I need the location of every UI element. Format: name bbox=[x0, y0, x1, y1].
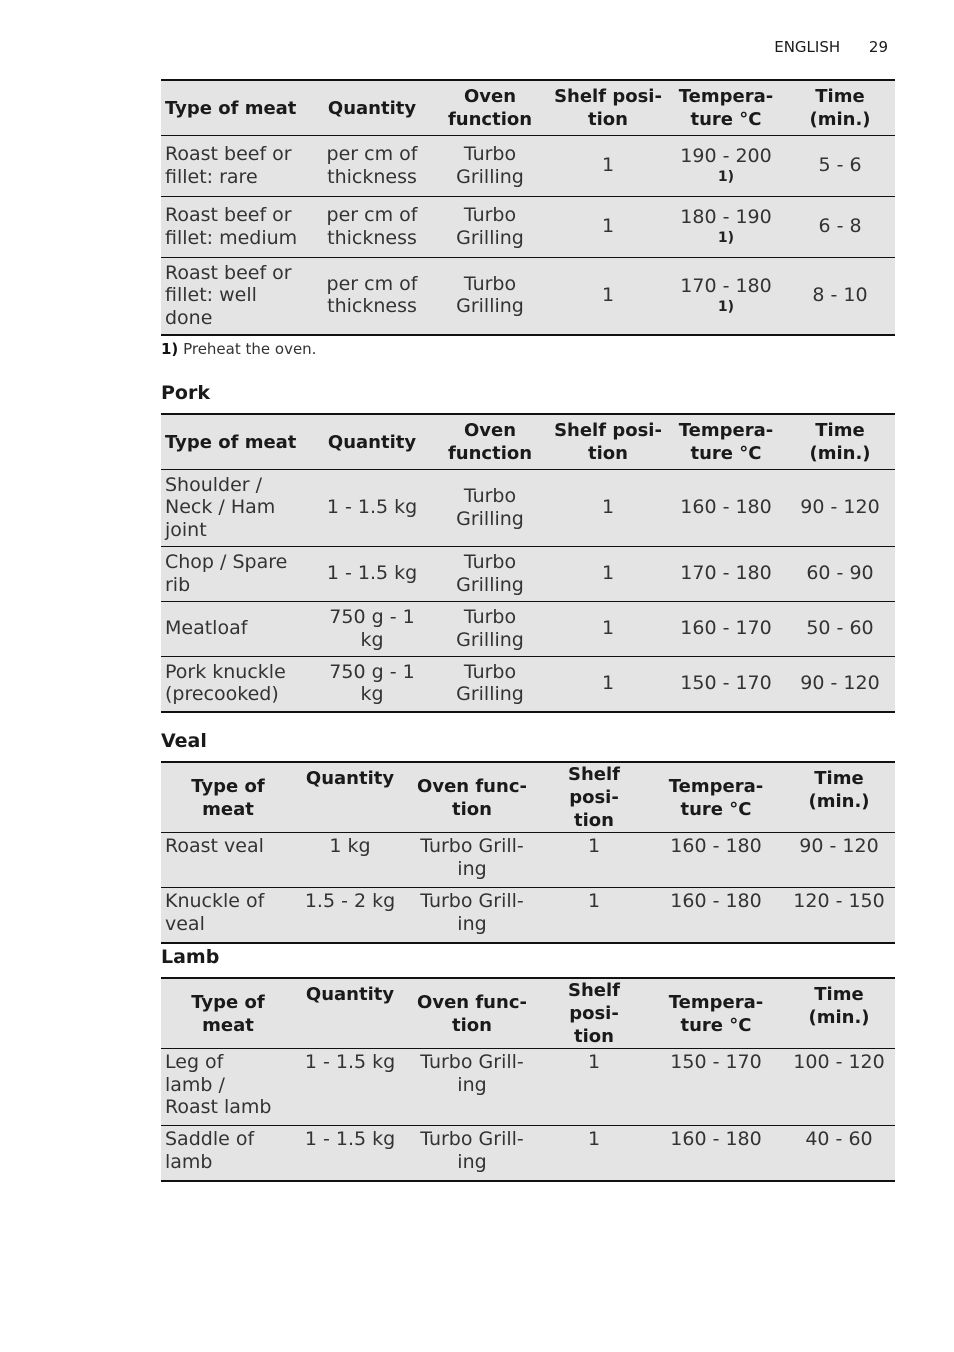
footnote-ref: 1) bbox=[717, 229, 735, 246]
cell-function: Turbo Grilling bbox=[456, 660, 524, 706]
column-header: Type of meat bbox=[191, 775, 265, 820]
column-header: Type of meat bbox=[191, 991, 265, 1036]
cell-function: Turbo Grill- ing bbox=[420, 1051, 524, 1096]
cell-quantity: 1 - 1.5 kg bbox=[326, 562, 418, 585]
table-row bbox=[161, 657, 895, 712]
temperature-value: 180 - 190 bbox=[680, 206, 772, 229]
lamb-table-block bbox=[161, 977, 895, 1182]
column-header: Shelf posi- tion bbox=[568, 764, 620, 831]
cell-function: Turbo Grill- ing bbox=[420, 1128, 524, 1173]
table-row bbox=[161, 136, 895, 197]
column-header: Shelf posi- tion bbox=[554, 86, 662, 130]
table-row bbox=[161, 1126, 895, 1181]
veal-table-block bbox=[161, 761, 895, 944]
veal-table bbox=[161, 761, 895, 944]
cell-type: Pork knuckle (precooked) bbox=[165, 660, 286, 706]
cell-function: Turbo Grill- ing bbox=[420, 835, 524, 880]
page-number: 29 bbox=[868, 38, 888, 56]
cell-quantity: 1 - 1.5 kg bbox=[304, 1051, 396, 1073]
cell-type: Saddle of lamb bbox=[165, 1128, 255, 1173]
column-header: Oven func- tion bbox=[417, 775, 527, 820]
cell-time: 90 - 120 bbox=[800, 496, 880, 519]
column-header: Time (min.) bbox=[809, 86, 871, 130]
cell-shelf: 1 bbox=[601, 215, 615, 238]
cell-temperature bbox=[667, 258, 785, 335]
column-header: Tempera- ture °C bbox=[678, 86, 774, 130]
cell-time: 90 - 120 bbox=[800, 672, 880, 694]
pork-table-block bbox=[161, 413, 895, 713]
cell-type: Chop / Spare rib bbox=[165, 551, 288, 596]
cell-function: Turbo Grilling bbox=[456, 143, 524, 188]
cell-shelf: 1 bbox=[601, 672, 615, 694]
cell-quantity: 750 g - 1 kg bbox=[329, 606, 415, 651]
cell-function: Turbo Grilling bbox=[456, 204, 524, 249]
cell-time: 60 - 90 bbox=[806, 562, 874, 585]
table-row bbox=[161, 833, 895, 888]
table-header-row bbox=[161, 80, 895, 136]
table-row bbox=[161, 197, 895, 258]
cell-temperature: 170 - 180 bbox=[680, 562, 772, 585]
footnote-ref: 1) bbox=[717, 298, 735, 315]
section-title-lamb: Lamb bbox=[161, 946, 220, 968]
cell-shelf: 1 bbox=[601, 617, 615, 640]
table-header-row bbox=[161, 978, 895, 1049]
cell-temperature bbox=[667, 136, 785, 197]
table-header-row bbox=[161, 762, 895, 833]
cell-time: 8 - 10 bbox=[812, 284, 868, 306]
cell-type: Roast beef or fillet: rare bbox=[165, 143, 292, 188]
cell-type: Leg of lamb / Roast lamb bbox=[165, 1051, 272, 1118]
cell-type: Roast veal bbox=[165, 835, 264, 857]
column-header: Shelf posi- tion bbox=[554, 420, 662, 464]
beef-table-block bbox=[161, 79, 895, 336]
cell-shelf: 1 bbox=[601, 496, 615, 519]
column-header: Time (min.) bbox=[808, 768, 870, 812]
page-header bbox=[774, 38, 888, 56]
column-header: Oven func- tion bbox=[417, 991, 527, 1036]
cell-function: Turbo Grill- ing bbox=[420, 890, 524, 935]
column-header: Time (min.) bbox=[808, 984, 870, 1028]
cell-time: 90 - 120 bbox=[799, 835, 879, 857]
cell-type: Meatloaf bbox=[165, 617, 248, 640]
cell-type: Shoulder / Neck / Ham joint bbox=[165, 473, 276, 541]
column-header: Tempera- ture °C bbox=[678, 420, 774, 464]
cell-shelf: 1 bbox=[587, 890, 601, 912]
cell-quantity: per cm of thickness bbox=[326, 143, 418, 188]
cell-function: Turbo Grilling bbox=[456, 551, 524, 596]
beef-table bbox=[161, 79, 895, 336]
language-label: ENGLISH bbox=[774, 38, 841, 56]
cell-time: 50 - 60 bbox=[806, 617, 874, 640]
column-header: Shelf posi- tion bbox=[568, 980, 620, 1047]
table-row bbox=[161, 602, 895, 657]
table-row bbox=[161, 547, 895, 602]
cell-time: 40 - 60 bbox=[805, 1128, 873, 1150]
cell-shelf: 1 bbox=[587, 1051, 601, 1073]
cell-temperature: 160 - 180 bbox=[670, 890, 762, 912]
cell-time: 6 - 8 bbox=[818, 215, 862, 238]
cell-quantity: 1 - 1.5 kg bbox=[304, 1128, 396, 1150]
cell-temperature: 160 - 180 bbox=[670, 1128, 762, 1150]
cell-time: 5 - 6 bbox=[818, 154, 862, 177]
column-header: Quantity bbox=[305, 984, 395, 1005]
temperature-value: 170 - 180 bbox=[680, 275, 772, 297]
column-header: Quantity bbox=[305, 768, 395, 789]
cell-shelf: 1 bbox=[587, 1128, 601, 1150]
cell-temperature: 160 - 170 bbox=[680, 617, 772, 640]
column-header: Quantity bbox=[327, 431, 417, 453]
cell-quantity: 1 kg bbox=[329, 835, 371, 857]
cell-quantity: 1 - 1.5 kg bbox=[326, 496, 418, 519]
cell-temperature: 160 - 180 bbox=[680, 496, 772, 519]
table-row bbox=[161, 888, 895, 943]
cell-time: 100 - 120 bbox=[793, 1051, 885, 1073]
cell-shelf: 1 bbox=[601, 154, 615, 177]
cell-temperature: 150 - 170 bbox=[670, 1051, 762, 1073]
column-header: Oven function bbox=[447, 420, 533, 464]
temperature-value: 190 - 200 bbox=[680, 145, 772, 168]
cell-shelf: 1 bbox=[587, 835, 601, 857]
cell-function: Turbo Grilling bbox=[456, 606, 524, 651]
cell-type: Knuckle of veal bbox=[165, 890, 265, 935]
footnote bbox=[161, 340, 316, 358]
lamb-table bbox=[161, 977, 895, 1182]
footnote-marker: 1) bbox=[161, 340, 179, 358]
column-header: Type of meat bbox=[165, 97, 297, 119]
table-header-row bbox=[161, 414, 895, 470]
section-title-veal: Veal bbox=[161, 730, 207, 752]
pork-table bbox=[161, 413, 895, 713]
column-header: Quantity bbox=[327, 97, 417, 119]
cell-temperature: 150 - 170 bbox=[680, 672, 772, 694]
footnote-ref: 1) bbox=[717, 168, 735, 185]
cell-type: Roast beef or fillet: well done bbox=[165, 261, 292, 329]
cell-function: Turbo Grilling bbox=[456, 485, 524, 530]
column-header: Tempera- ture °C bbox=[668, 775, 764, 820]
footnote-text: Preheat the oven. bbox=[183, 340, 317, 358]
column-header: Tempera- ture °C bbox=[668, 991, 764, 1036]
cell-quantity: 750 g - 1 kg bbox=[329, 660, 415, 706]
column-header: Time (min.) bbox=[809, 420, 871, 464]
cell-temperature: 160 - 180 bbox=[670, 835, 762, 857]
table-row bbox=[161, 470, 895, 547]
cell-shelf: 1 bbox=[601, 284, 615, 306]
section-title-pork: Pork bbox=[161, 382, 210, 404]
cell-quantity: per cm of thickness bbox=[326, 204, 418, 249]
table-row bbox=[161, 258, 895, 335]
cell-function: Turbo Grilling bbox=[456, 272, 524, 318]
table-row bbox=[161, 1049, 895, 1126]
column-header: Type of meat bbox=[165, 431, 297, 453]
column-header: Oven function bbox=[447, 86, 533, 130]
cell-quantity: per cm of thickness bbox=[326, 272, 418, 318]
cell-shelf: 1 bbox=[601, 562, 615, 585]
cell-quantity: 1.5 - 2 kg bbox=[304, 890, 396, 912]
cell-time: 120 - 150 bbox=[793, 890, 885, 912]
cell-type: Roast beef or fillet: medium bbox=[165, 204, 298, 249]
cell-temperature bbox=[667, 197, 785, 258]
